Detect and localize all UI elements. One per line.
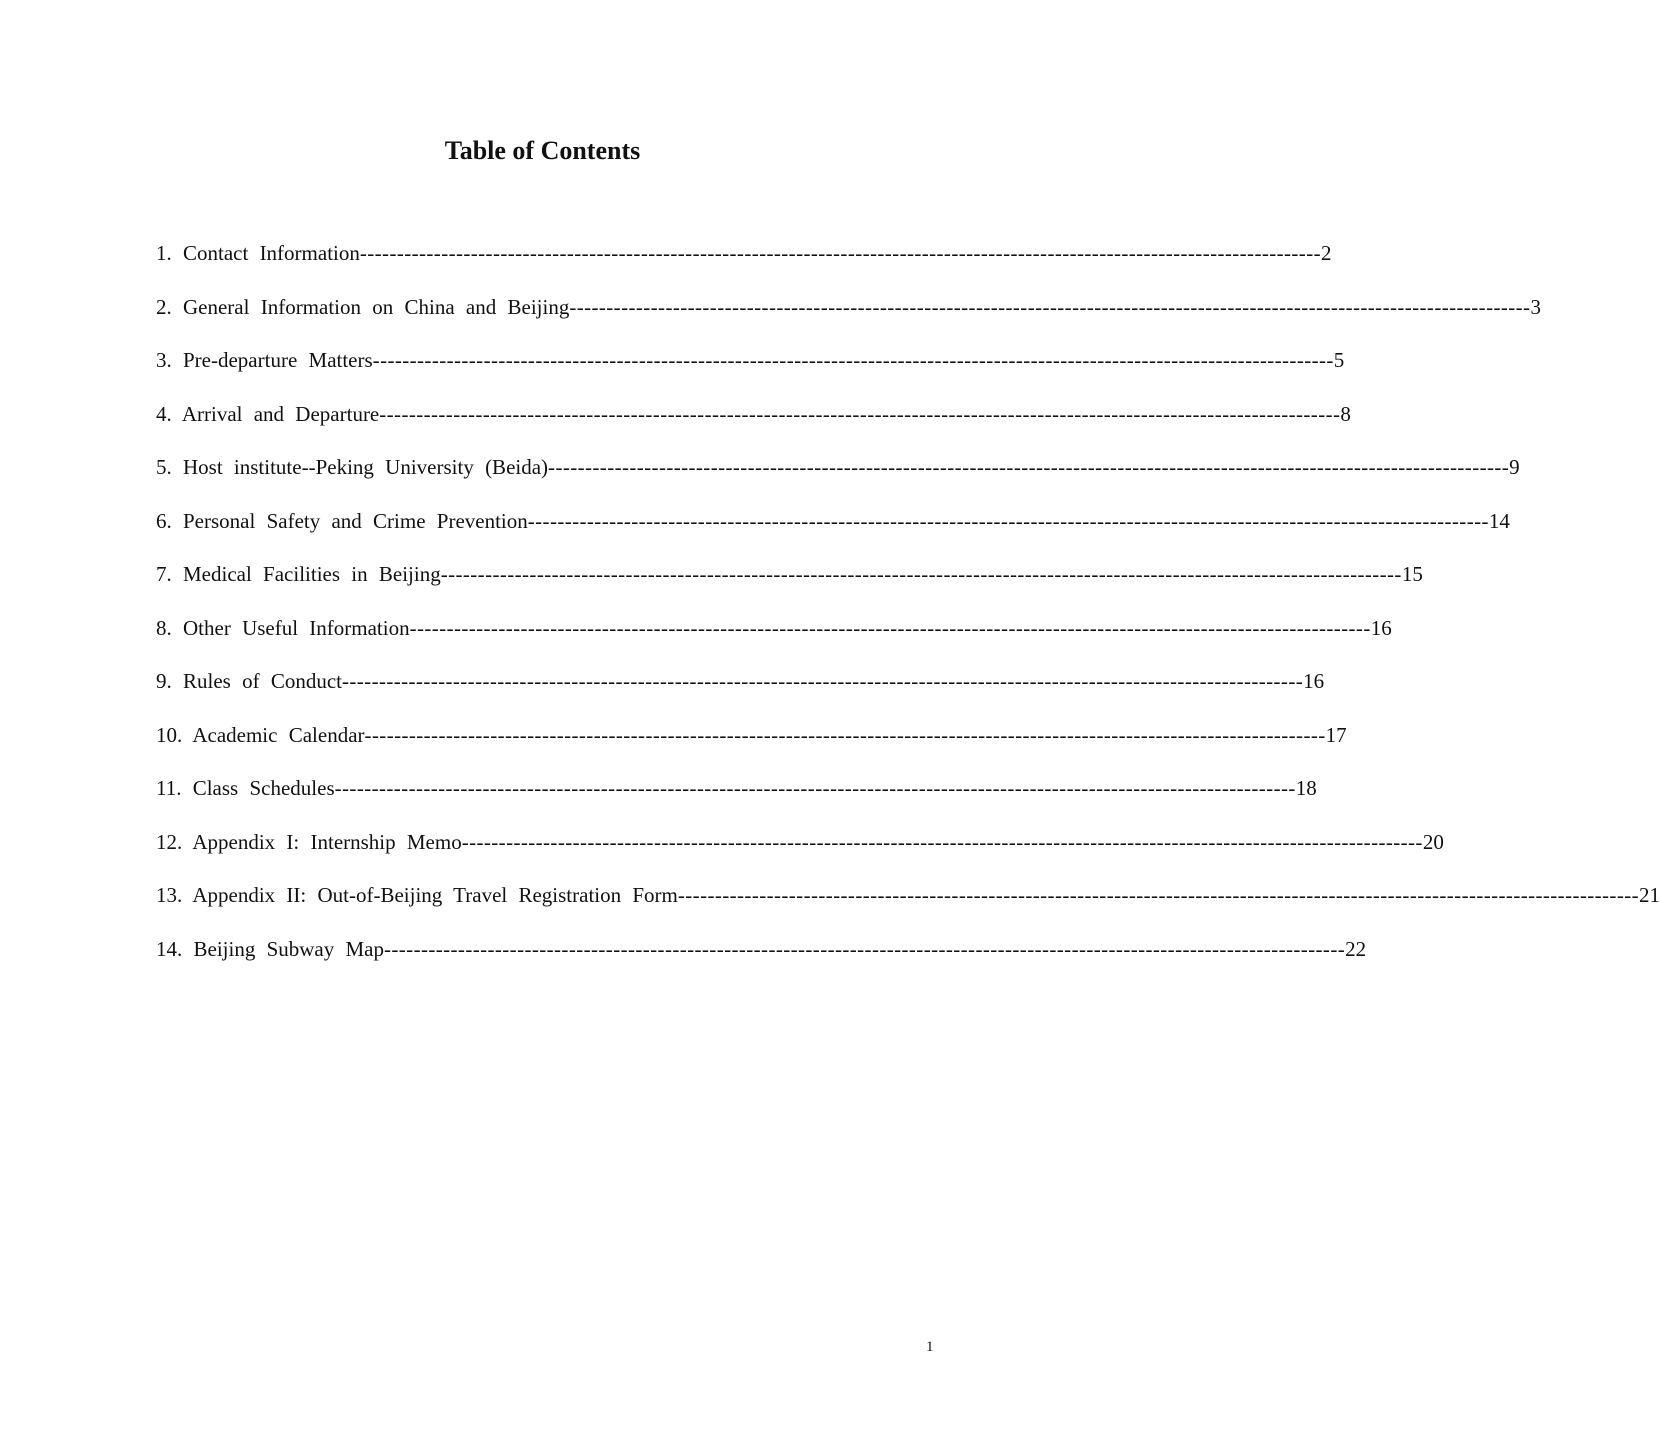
toc-dot-leader: ----------------------------------------------------------------------------------------------------------------------------------: [364, 722, 1326, 747]
toc-entry-page: 17: [1325, 722, 1347, 747]
toc-dot-leader: ----------------------------------------------------------------------------------------------------------------------------------: [461, 829, 1423, 854]
toc-entry-page: 15: [1401, 562, 1423, 586]
toc-entry-label: 13. Appendix II: Out-of-Beijing Travel Registration Form: [156, 883, 678, 907]
toc-entry-page: 21: [1639, 883, 1660, 907]
toc-entry-page: 18: [1295, 776, 1317, 800]
toc-entry-page: 5: [1333, 348, 1345, 372]
toc-entry-label: 4. Arrival and Departure: [156, 401, 380, 426]
toc-entry[interactable]: [156, 508, 1510, 563]
toc-entry[interactable]: [156, 669, 1325, 723]
toc-entry-label: 3. Pre-departure Matters: [156, 348, 373, 372]
toc-dot-leader: ----------------------------------------------------------------------------------------------------------------------------------: [384, 936, 1346, 961]
toc-entry[interactable]: [156, 615, 1392, 670]
toc-entry[interactable]: [156, 936, 1367, 991]
toc-entry-label: 14. Beijing Subway Map: [156, 936, 384, 961]
toc-dot-leader: ----------------------------------------------------------------------------------------------------------------------------------: [379, 401, 1341, 426]
toc-entry-label: 6. Personal Safety and Crime Prevention: [156, 508, 528, 533]
toc-entry-page: 8: [1340, 401, 1351, 426]
toc-entry-label: 5. Host institute--Peking University (Beida): [156, 455, 549, 479]
toc-entry-page: 20: [1422, 829, 1444, 854]
page-title: Table of Contents: [444, 136, 641, 165]
toc-entry[interactable]: [156, 294, 1541, 349]
toc-entry[interactable]: [156, 401, 1351, 456]
table-of-contents: [156, 241, 1660, 990]
toc-entry-label: 2. General Information on China and Beijing: [156, 294, 570, 319]
toc-dot-leader: ----------------------------------------------------------------------------------------------------------------------------------: [527, 508, 1489, 533]
toc-entry-page: 2: [1321, 241, 1332, 265]
toc-dot-leader: ----------------------------------------------------------------------------------------------------------------------------------: [342, 669, 1304, 693]
toc-entry[interactable]: [156, 348, 1345, 402]
toc-entry-label: 12. Appendix I: Internship Memo: [156, 829, 462, 854]
toc-dot-leader: ----------------------------------------------------------------------------------------------------------------------------------: [359, 241, 1321, 265]
toc-entry-page: 22: [1345, 936, 1367, 961]
toc-entry-label: 10. Academic Calendar: [156, 722, 365, 747]
toc-entry[interactable]: [156, 829, 1444, 884]
toc-dot-leader: ----------------------------------------------------------------------------------------------------------------------------------: [409, 615, 1371, 640]
toc-dot-leader: ----------------------------------------------------------------------------------------------------------------------------------: [677, 883, 1640, 907]
toc-entry-page: 16: [1370, 615, 1392, 640]
toc-dot-leader: ----------------------------------------------------------------------------------------------------------------------------------: [548, 455, 1510, 479]
toc-dot-leader: ----------------------------------------------------------------------------------------------------------------------------------: [334, 776, 1296, 800]
toc-dot-leader: ----------------------------------------------------------------------------------------------------------------------------------: [372, 348, 1334, 372]
toc-entry[interactable]: [156, 562, 1423, 616]
page-number: 1: [926, 1339, 934, 1355]
toc-entry-label: 7. Medical Facilities in Beijing: [156, 562, 441, 586]
toc-entry[interactable]: [156, 455, 1520, 509]
toc-entry[interactable]: [156, 722, 1347, 777]
toc-entry-label: 8. Other Useful Information: [156, 615, 410, 640]
toc-entry[interactable]: [156, 241, 1332, 295]
toc-dot-leader: ----------------------------------------------------------------------------------------------------------------------------------: [440, 562, 1402, 586]
toc-dot-leader: ----------------------------------------------------------------------------------------------------------------------------------: [569, 294, 1531, 319]
toc-entry-label: 9. Rules of Conduct: [156, 669, 342, 693]
toc-entry[interactable]: [156, 776, 1317, 830]
toc-entry-label: 11. Class Schedules: [156, 776, 335, 800]
toc-entry-label: 1. Contact Information: [156, 241, 360, 265]
toc-entry[interactable]: [156, 883, 1660, 937]
toc-entry-page: 9: [1509, 455, 1520, 479]
toc-entry-page: 3: [1530, 294, 1541, 319]
toc-entry-page: 16: [1303, 669, 1325, 693]
toc-entry-page: 14: [1488, 508, 1510, 533]
